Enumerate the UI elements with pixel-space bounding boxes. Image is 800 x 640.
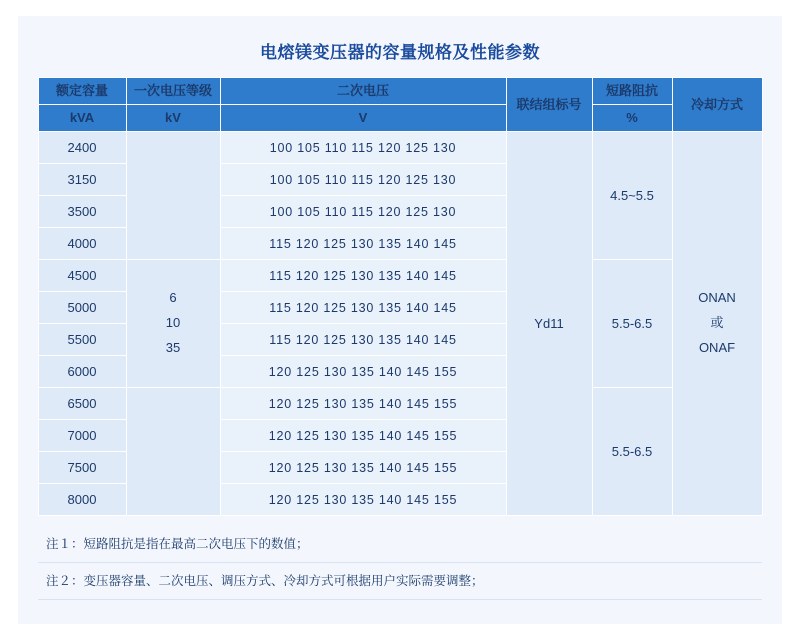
- cell-capacity: 6000: [38, 356, 126, 388]
- cell-capacity: 3500: [38, 196, 126, 228]
- cell-cooling-method: [672, 132, 762, 516]
- header-unit-kva: kVA: [38, 105, 126, 132]
- spec-table: [38, 77, 763, 516]
- cooling-onan: ONAN: [698, 290, 736, 306]
- primary-voltage-10: 10: [165, 315, 181, 331]
- cooling-onaf: ONAF: [698, 339, 736, 355]
- cell-capacity: 5500: [38, 324, 126, 356]
- cell-capacity: 5000: [38, 292, 126, 324]
- header-row-units: [38, 105, 762, 132]
- cell-secondary-voltage: 120 125 130 135 140 145 155: [220, 420, 506, 452]
- cell-secondary-voltage: 115 120 125 130 135 140 145: [220, 324, 506, 356]
- table-body: [38, 132, 762, 516]
- cell-secondary-voltage: 115 120 125 130 135 140 145: [220, 228, 506, 260]
- cell-secondary-voltage: 100 105 110 115 120 125 130: [220, 196, 506, 228]
- cell-capacity: 4000: [38, 228, 126, 260]
- cell-capacity: 3150: [38, 164, 126, 196]
- cell-secondary-voltage: 100 105 110 115 120 125 130: [220, 132, 506, 164]
- cell-secondary-voltage: 120 125 130 135 140 145 155: [220, 484, 506, 516]
- cooling-or: 或: [710, 315, 724, 331]
- spec-card: [18, 16, 782, 624]
- table-header: [38, 78, 762, 132]
- primary-voltage-6: 6: [169, 290, 177, 306]
- header-secondary-voltage: 二次电压: [220, 78, 506, 105]
- cell-impedance-group-2: 5.5-6.5: [592, 260, 672, 388]
- header-connection-symbol: 联结组标号: [506, 78, 592, 132]
- cell-primary-voltage: [126, 260, 220, 388]
- cell-capacity: 7000: [38, 420, 126, 452]
- page-title: 电熔镁变压器的容量规格及性能参数: [260, 43, 540, 62]
- header-unit-kv: kV: [126, 105, 220, 132]
- cell-primary-voltage-blank-top: [126, 132, 220, 260]
- cell-secondary-voltage: 115 120 125 130 135 140 145: [220, 292, 506, 324]
- note-1: 注１：短路阻抗是指在最高二次电压下的数值；: [38, 526, 762, 563]
- cell-capacity: 7500: [38, 452, 126, 484]
- cell-secondary-voltage: 115 120 125 130 135 140 145: [220, 260, 506, 292]
- cell-impedance-group-3: 5.5-6.5: [592, 388, 672, 516]
- table-row: [38, 260, 762, 292]
- header-rated-capacity: 额定容量: [38, 78, 126, 105]
- header-cooling: 冷却方式: [672, 78, 762, 132]
- header-row-labels: [38, 78, 762, 105]
- cell-secondary-voltage: 120 125 130 135 140 145 155: [220, 356, 506, 388]
- cell-capacity: 8000: [38, 484, 126, 516]
- table-row: [38, 388, 762, 420]
- cell-capacity: 6500: [38, 388, 126, 420]
- cell-impedance-group-1: 4.5~5.5: [592, 132, 672, 260]
- header-impedance: 短路阻抗: [592, 78, 672, 105]
- cell-secondary-voltage: 100 105 110 115 120 125 130: [220, 164, 506, 196]
- header-unit-v: V: [220, 105, 506, 132]
- header-primary-voltage: 一次电压等级: [126, 78, 220, 105]
- header-unit-percent: %: [592, 105, 672, 132]
- note-2: 注２：变压器容量、二次电压、调压方式、冷却方式可根据用户实际需要调整；: [38, 563, 762, 600]
- cell-secondary-voltage: 120 125 130 135 140 145 155: [220, 388, 506, 420]
- cell-secondary-voltage: 120 125 130 135 140 145 155: [220, 452, 506, 484]
- cell-primary-voltage-blank-bottom: [126, 388, 220, 516]
- notes-section: [38, 516, 762, 600]
- cell-capacity: 4500: [38, 260, 126, 292]
- table-row: [38, 132, 762, 164]
- cell-connection-symbol: Yd11: [506, 132, 592, 516]
- cell-capacity: 2400: [38, 132, 126, 164]
- primary-voltage-35: 35: [165, 339, 181, 355]
